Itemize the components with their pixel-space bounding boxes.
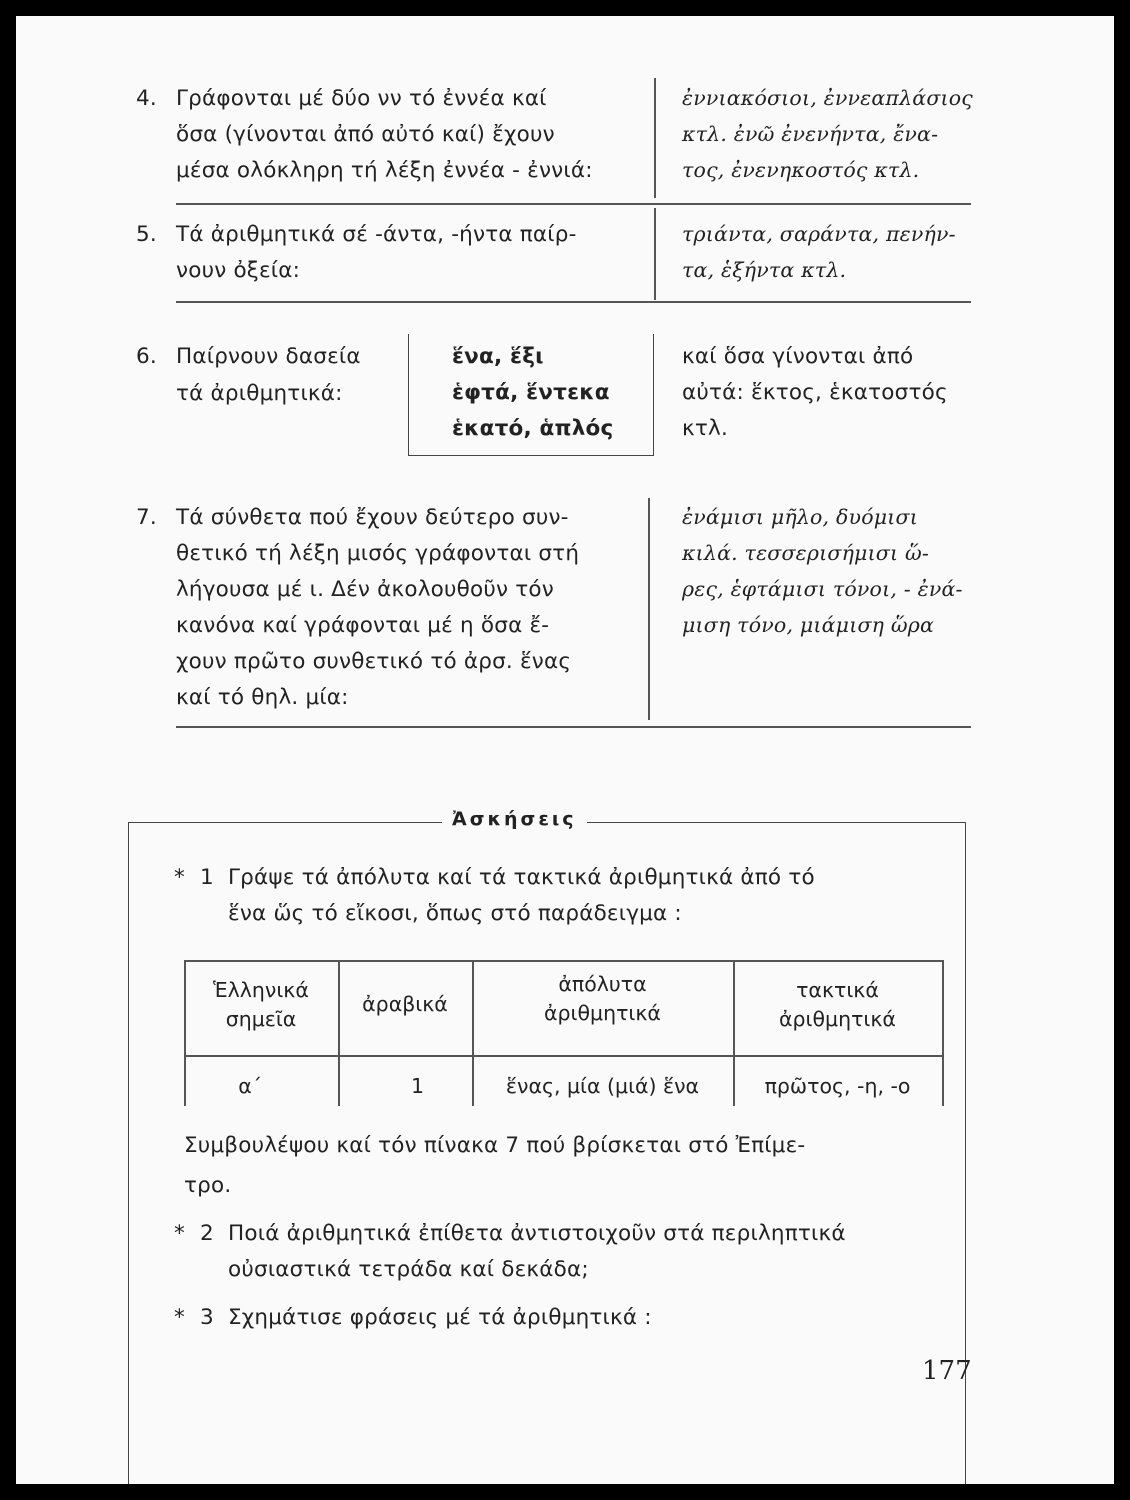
rule-6-text-line-1: Παίρνουν δασεία: [176, 344, 361, 369]
exercise-3-asterisk: *: [174, 1305, 185, 1330]
page-number: 177: [922, 1356, 972, 1386]
separator-line: [176, 726, 971, 728]
example-table: [184, 960, 944, 1106]
rule-7-text-line-1: Τά σύνθετα πού ἔχουν δεύτερο συν-: [176, 505, 569, 530]
rule-5-text-line-1: Τά ἀριθμητικά σέ -άντα, -ήντα παίρ-: [176, 222, 577, 247]
rule-7-divider: [648, 498, 650, 720]
exercise-1-line-2: ἕνα ὥς τό εἴκοσι, ὅπως στό παράδειγμα :: [228, 901, 682, 926]
exercises-title: Ἀσκήσεις: [442, 808, 587, 830]
rule-5-example-line-2: τα, ἑξήντα κτλ.: [682, 258, 847, 282]
table-cell-arabic: 1: [410, 1074, 424, 1098]
rule-7-text-line-6: καί τό θηλ. μία:: [176, 685, 349, 710]
rule-7-text-line-5: χουν πρῶτο συνθετικό τό ἀρσ. ἕνας: [176, 649, 572, 674]
table-header-greek-signs: Ἑλληνικά σημεῖα: [213, 978, 309, 1031]
table-cell-cardinal: ἕνας, μία (μιά) ἕνα: [505, 1074, 700, 1098]
rule-7-number: 7.: [136, 505, 157, 530]
separator-line: [176, 203, 971, 205]
table-header-arabic: ἀραβικά: [362, 992, 448, 1016]
exercise-1-number: 1: [200, 865, 214, 890]
exercise-2-asterisk: *: [174, 1221, 185, 1246]
table-header-cardinal: ἀπόλυτα ἀριθμητικά: [544, 972, 661, 1025]
exercise-2-number: 2: [200, 1221, 214, 1246]
exercise-2-line-2: οὐσιαστικά τετράδα καί δεκάδα;: [228, 1257, 589, 1282]
rule-6-box-line-3: ἑκατό, ἁπλός: [452, 416, 614, 441]
rule-6-number: 6.: [136, 344, 157, 369]
rule-6-example-line-1: καί ὅσα γίνονται ἀπό: [682, 344, 914, 369]
rule-5-text-line-2: νουν ὀξεία:: [176, 258, 301, 283]
note-line-2: τρο.: [184, 1173, 232, 1198]
table-cell-ordinal: πρῶτος, -η, -ο: [764, 1074, 911, 1098]
separator-line: [176, 301, 971, 303]
rule-7-text-line-3: λήγουσα μέ ι. Δέν ἀκολουθοῦν τόν: [176, 577, 554, 602]
exercise-1-asterisk: *: [174, 865, 185, 890]
rule-4-number: 4.: [136, 86, 157, 111]
rule-5-divider: [654, 208, 656, 300]
rule-4-example-line-3: τος, ἐνενηκοστός κτλ.: [682, 158, 920, 182]
exercise-2-line-1: Ποιά ἀριθμητικά ἐπίθετα ἀντιστοιχοῦν στά περιληπτικά: [228, 1221, 846, 1246]
rule-4-text-line-1: Γράφονται μέ δύο νν τό ἐννέα καί: [176, 86, 547, 111]
rule-7-text-line-4: κανόνα καί γράφονται μέ η ὅσα ἔ-: [176, 613, 550, 638]
rule-6-example-line-2: αὐτά: ἕκτος, ἑκατοστός: [682, 380, 948, 405]
exercise-1-line-1: Γράψε τά ἀπόλυτα καί τά τακτικά ἀριθμητικά ἀπό τό: [228, 865, 815, 890]
table-header-ordinal: τακτικά ἀριθμητικά: [779, 978, 896, 1031]
rule-6-example-line-3: κτλ.: [682, 416, 728, 441]
rule-4-example-line-2: κτλ. ἐνῶ ἐνενήντα, ἔνα-: [682, 122, 939, 146]
rule-7-text-line-2: θετικό τή λέξη μισός γράφονται στή: [176, 541, 580, 566]
rule-7-example-line-4: μιση τόνο, μιάμιση ὥρα: [682, 613, 935, 637]
rule-6-box-line-2: ἑφτά, ἕντεκα: [452, 380, 610, 405]
rule-7-example-line-2: κιλά. τεσσερισήμισι ὥ-: [682, 541, 929, 565]
exercise-3-line-1: Σχημάτισε φράσεις μέ τά ἀριθμητικά :: [228, 1305, 652, 1330]
rule-7-example-line-3: ρες, ἑφτάμισι τόνοι, - ἐνά-: [682, 577, 963, 601]
rule-7-example-line-1: ἐνάμισι μῆλο, δυόμισι: [682, 505, 918, 529]
rule-6-text-line-2: τά ἀριθμητικά:: [176, 381, 343, 406]
rule-4-text-line-2: ὅσα (γίνονται ἀπό αὐτό καί) ἔχουν: [176, 122, 555, 147]
rule-5-number: 5.: [136, 222, 157, 247]
rule-4-example-line-1: ἐννιακόσιοι, ἐννεαπλάσιος: [682, 86, 973, 110]
book-page: [16, 16, 1114, 1484]
table-cell-greek-sign: α΄: [238, 1074, 262, 1098]
rule-4-divider: [654, 78, 656, 198]
rule-5-example-line-1: τριάντα, σαράντα, πενήν-: [682, 222, 956, 246]
rule-6-box-line-1: ἕνα, ἕξι: [452, 344, 544, 369]
rule-4-text-line-3: μέσα ολόκληρη τή λέξη ἐννέα - ἐννιά:: [176, 158, 593, 183]
exercise-3-number: 3: [200, 1305, 214, 1330]
note-line-1: Συμβουλέψου καί τόν πίνακα 7 πού βρίσκεται στό Ἐπίμε-: [184, 1133, 806, 1158]
